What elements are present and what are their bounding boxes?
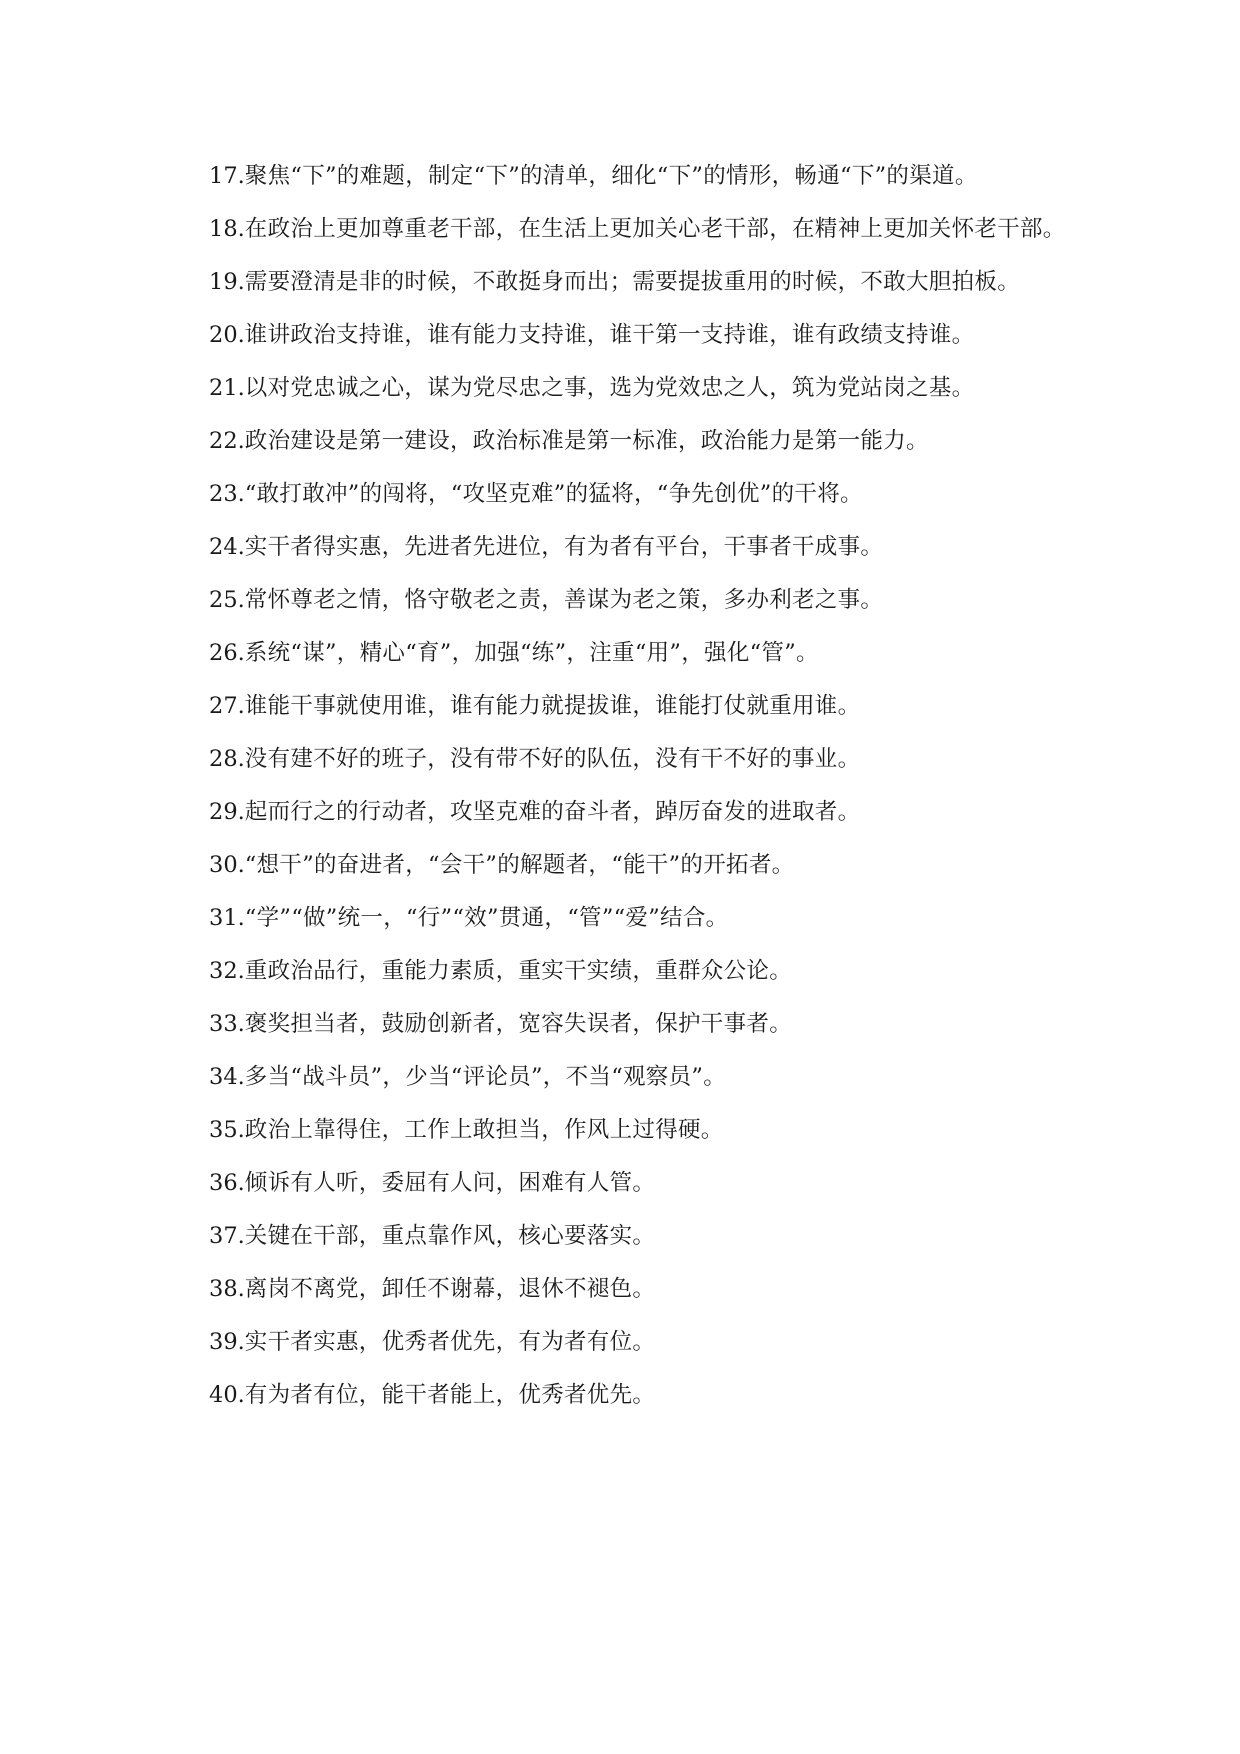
item-text: 褒奖担当者，鼓励创新者，宽容失误者，保护干事者。 xyxy=(244,1011,792,1037)
item-number: 17. xyxy=(209,163,245,189)
list-item xyxy=(162,1377,1097,1413)
item-number: 32. xyxy=(209,958,245,984)
item-text: 以对党忠诚之心，谋为党尽忠之事，选为党效忠之人，筑为党站岗之基。 xyxy=(244,375,975,401)
list-item xyxy=(162,264,1097,300)
item-text: 常怀尊老之情，恪守敬老之责，善谋为老之策，多办利老之事。 xyxy=(244,587,884,613)
item-text: “敢打敢冲”的闯将，“攻坚克难”的猛将，“争先创优”的干将。 xyxy=(244,481,863,507)
list-item xyxy=(162,158,1097,194)
item-text: 重政治品行，重能力素质，重实干实绩，重群众公论。 xyxy=(244,958,792,984)
item-text: 有为者有位，能干者能上，优秀者优先。 xyxy=(244,1382,656,1408)
item-text: 没有建不好的班子，没有带不好的队伍，没有干不好的事业。 xyxy=(244,746,861,772)
list-item xyxy=(162,847,1097,883)
list-item xyxy=(162,476,1097,512)
list-item xyxy=(162,317,1097,353)
item-number: 28. xyxy=(209,746,245,772)
item-text: 需要澄清是非的时候，不敢挺身而出；需要提拔重用的时候，不敢大胆拍板。 xyxy=(244,269,1020,295)
list-item xyxy=(162,741,1097,777)
item-number: 35. xyxy=(209,1117,245,1143)
item-text: 关键在干部，重点靠作风，核心要落实。 xyxy=(244,1223,656,1249)
list-item xyxy=(162,370,1097,406)
item-text: 政治上靠得住，工作上敢担当，作风上过得硬。 xyxy=(244,1117,724,1143)
list-item xyxy=(162,688,1097,724)
list-item xyxy=(162,1006,1097,1042)
item-text: “想干”的奋进者，“会干”的解题者，“能干”的开拓者。 xyxy=(244,852,795,878)
item-number: 18. xyxy=(209,216,245,242)
item-number: 29. xyxy=(209,799,245,825)
item-text: 多当“战斗员”，少当“评论员”，不当“观察员”。 xyxy=(244,1064,727,1090)
item-text: 起而行之的行动者，攻坚克难的奋斗者，踔厉奋发的进取者。 xyxy=(244,799,861,825)
item-number: 25. xyxy=(209,587,245,613)
item-text: 谁讲政治支持谁，谁有能力支持谁，谁干第一支持谁，谁有政绩支持谁。 xyxy=(244,322,975,348)
list-item xyxy=(162,953,1097,989)
item-number: 27. xyxy=(209,693,245,719)
item-text: 政治建设是第一建设，政治标准是第一标准，政治能力是第一能力。 xyxy=(244,428,929,454)
item-number: 36. xyxy=(209,1170,245,1196)
list-item xyxy=(162,582,1097,618)
list-item xyxy=(162,635,1097,671)
list-item xyxy=(162,900,1097,936)
item-number: 31. xyxy=(209,905,245,931)
item-text: 倾诉有人听，委屈有人问，困难有人管。 xyxy=(244,1170,656,1196)
list-item xyxy=(162,1112,1097,1148)
item-text: 在政治上更加尊重老干部，在生活上更加关心老干部，在精神上更加关怀老干部。 xyxy=(244,216,1066,242)
item-number: 26. xyxy=(209,640,245,666)
item-text: 谁能干事就使用谁，谁有能力就提拔谁，谁能打仗就重用谁。 xyxy=(244,693,861,719)
list-item xyxy=(162,529,1097,565)
item-number: 34. xyxy=(209,1064,245,1090)
item-number: 20. xyxy=(209,322,245,348)
list-item xyxy=(162,1059,1097,1095)
item-number: 38. xyxy=(209,1276,245,1302)
item-number: 21. xyxy=(209,375,245,401)
list-item xyxy=(162,1271,1097,1307)
item-text: 实干者得实惠，先进者先进位，有为者有平台，干事者干成事。 xyxy=(244,534,884,560)
item-number: 30. xyxy=(209,852,245,878)
item-number: 22. xyxy=(209,428,245,454)
item-number: 37. xyxy=(209,1223,245,1249)
list-item xyxy=(162,423,1097,459)
item-text: 系统“谋”，精心“育”，加强“练”，注重“用”，强化“管”。 xyxy=(244,640,819,666)
item-text: 聚焦“下”的难题，制定“下”的清单，细化“下”的情形，畅通“下”的渠道。 xyxy=(244,163,978,189)
list-item xyxy=(162,211,1097,247)
item-number: 23. xyxy=(209,481,245,507)
list-item xyxy=(162,794,1097,830)
item-number: 33. xyxy=(209,1011,245,1037)
list-item xyxy=(162,1165,1097,1201)
document-body xyxy=(162,158,1097,1430)
item-text: “学”“做”统一，“行”“效”贯通，“管”“爱”结合。 xyxy=(244,905,729,931)
item-number: 24. xyxy=(209,534,245,560)
item-number: 40. xyxy=(209,1382,245,1408)
item-text: 实干者实惠，优秀者优先，有为者有位。 xyxy=(244,1329,656,1355)
item-number: 39. xyxy=(209,1329,245,1355)
item-number: 19. xyxy=(209,269,245,295)
list-item xyxy=(162,1324,1097,1360)
list-item xyxy=(162,1218,1097,1254)
item-text: 离岗不离党，卸任不谢幕，退休不褪色。 xyxy=(244,1276,656,1302)
